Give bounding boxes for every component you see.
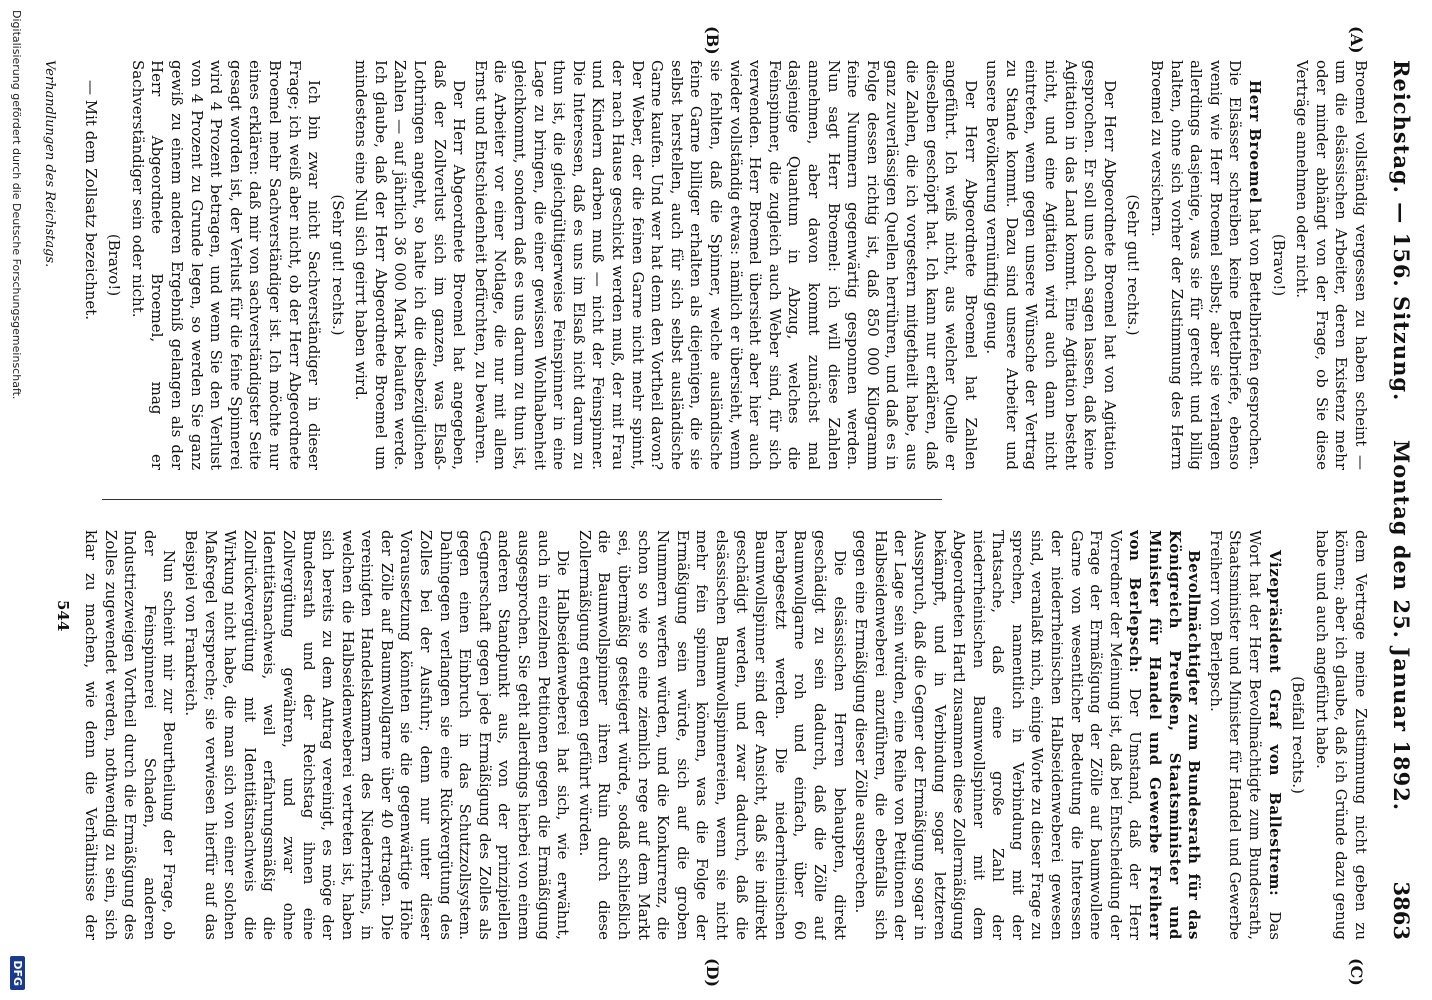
- speaker-name: Vizepräsident Graf von Ballestrem:: [1265, 550, 1284, 897]
- paragraph: [470, 60, 979, 470]
- speaker-name: Bevollmächtigter zum Bundesrath für das Königreich Preußen, Staatsminister und Minister für Handel und Gewerbe Freiherr von Berlepsch:: [1126, 530, 1204, 940]
- paragraph-text: Das Wort hat der Herr Bevollmächtigte zum Bundesrath, Staatsminister und Minister für Handel und Gewerbe Freiherr von Berlepsch.: [1206, 530, 1284, 940]
- paragraph-text: Der Herr Abgeordnete Broemel hat von Agitation gesprochen. Er soll uns doch sagen lassen, daß keine Agitation in das Land kommt. Eine Agitation besteht nicht, und eine Agitation wird auch dann nicht eintreten, wenn gegen unsere Wünsche der Vertrag zu Stande kommt. Dazu sind unsere Arbeiter und unsere Bevölkerung vernünftig genug.: [983, 60, 1119, 470]
- paragraph: [180, 530, 572, 940]
- paragraph: [1146, 60, 1264, 470]
- paragraph: [351, 60, 469, 470]
- paragraph: [127, 60, 323, 470]
- paragraph-text: — Mit dem Zollsatz bezeichnet.: [81, 80, 100, 321]
- paragraph: [851, 530, 1204, 940]
- digitization-credit: Digitalisierung gefördert durch die Deutsche Forschungsgemeinschaft.: [10, 10, 23, 400]
- paragraph-text: Ich bin zwar nicht Sachverständiger in dieser Frage; ich weiß aber nicht, ob der Herr Abgeordnete Broemel mehr Sachverständiger ist. Ich möchte nur eines erklären: daß mir von sachverständigster Seite gesagt worden ist, der Verlust für die feine Spinnerei wird 4 Prozent betragen, und wenn Sie den Verlust von 4 Prozent zu Grunde legen, so werden Sie ganz gewiß zu einem anderen Ergebniß gelangen als der Herr Abgeordnete Broemel, mag er Sachverständiger sein oder nicht.: [128, 60, 324, 470]
- interjection-text: (Sehr gut! rechts.): [328, 194, 347, 336]
- margin-marker-d: (D): [703, 958, 722, 988]
- footer-note: Verhandlungen des Reichstags.: [42, 60, 57, 268]
- interjection-text: (Beifall rechts.): [1289, 676, 1308, 794]
- left-text-column: [80, 60, 1370, 470]
- interjection: [327, 60, 347, 470]
- header-date: Montag den 25. Januar 1892.: [1389, 440, 1414, 812]
- interjection-text: (Sehr gut! rechts.): [1124, 194, 1143, 336]
- paragraph: [80, 60, 100, 470]
- paragraph-text: dem Vertrage meine Zustimmung nicht geben zu können; aber ich glaube, daß ich Gründe dazu genug habe und auch angeführt habe.: [1312, 530, 1370, 940]
- running-header: [1382, 60, 1414, 940]
- paragraph-text: Der Herr Abgeordnete Broemel hat angegeben, daß der Zollverlust sich im ganzen, was Elsaß-Lothringen angeht, so halte ich die diesbezüglichen Zahlen — auf jährlich 36 000 Mark belaufen werde. Ich glaube, daß der Herr Abgeordnete Broemel um mindestens eine Null sich geirrt haben wird.: [352, 60, 469, 470]
- paragraph-text: Broemel vollständig vergessen zu haben scheint — um die elsässischen Arbeiter, deren Existenz mehr oder minder abhängt von der Frage, ob Sie diese Verträge annehmen oder nicht.: [1293, 60, 1370, 470]
- margin-marker-b: (B): [703, 26, 722, 55]
- paragraph: [982, 60, 1119, 470]
- interjection: [104, 60, 124, 470]
- margin-marker-a: (A): [1347, 26, 1366, 54]
- paragraph: [574, 530, 848, 940]
- paragraph: [1311, 530, 1370, 940]
- footer-page-number: 544: [54, 600, 72, 632]
- right-text-column: [80, 530, 1370, 940]
- header-page-number: 3863: [1389, 881, 1414, 940]
- interjection-text: (Bravo!): [1269, 233, 1288, 297]
- interjection: [1288, 530, 1308, 940]
- interjection: [1123, 60, 1143, 470]
- paragraph-text: Die elsässischen Herren behaupten, direkt geschädigt zu sein dadurch, daß die Zölle auf Baumwollgarne roh und einfach, über 60 herabgesetzt werden. Die niederrheinischen Baumwollspinner sind der Ansicht, daß sie indirekt geschädigt werden, und zwar dadurch, daß die elsässischen Baumwollspinnereien, wenn sie nicht mehr fein spinnen können, was die Folge der Ermäßigung sein würde, sich auf die groben Nummern werfen würden, und die Konkurrenz, die schon so wie so eine ziemlich rege auf dem Markt sei, übermäßig gesteigert würde, sodaß schließlich die Baumwollspinner ihren Ruin durch diese Zollermäßigung entgegen geführt würden.: [575, 530, 849, 940]
- scanner-credit-strip: [0, 0, 27, 1000]
- paragraph-text: hat von Bettelbriefen gesprochen. Die Elsässer schreiben keine Bettelbriefe, ebenso wenig wie Herr Broemel selbst; aber sie verlangen allerdings dasjenige, was sie für gerecht und billig halten, ohne sich vorher der Zustimmung des Herrn Broemel zu versichern.: [1148, 60, 1265, 470]
- interjection: [1268, 60, 1288, 470]
- speaker-name: Herr Broemel: [1246, 80, 1265, 204]
- paragraph-text: Der Umstand, daß der Herr Vorredner der Meinung ist, daß bei Entscheidung der Frage der Ermäßigung der Zölle auf baumwollene Garne von wesentlicher Bedeutung die Interessen der niederrheinischen Halbseidenweberei gewesen sind, veranlaßt mich, einige Worte zu dieser Frage zu sprechen, namentlich in Verbindung mit der Thatsache, daß eine große Zahl der niederrheinischen Baumwollspinner mit dem Abgeordneten Hartl zusammen diese Zollermäßigung bekämpft, und in Verbindung sogar letzteren Ausspruch, daß die Gegner der Ermäßigung sogar in der Lage sein würden, eine Reihe von Petitionen der Halbseidenweberei anzuführen, die ebenfalls sich gegen eine Ermäßigung dieser Zölle aussprechen.: [852, 530, 1145, 940]
- margin-marker-c: (C): [1347, 958, 1366, 986]
- paragraph: [1205, 530, 1283, 940]
- dfg-logo: DFG: [10, 956, 25, 990]
- paragraph: [1292, 60, 1370, 470]
- paragraph-text: Die Halbseidenweberei hat sich, wie erwähnt, auch in einzelnen Petitionen gegen die Ermäßigung ausgesprochen. Sie geht allerdings hierbei von einem anderen Standpunkt aus, von der prinzipiellen Gegnerschaft gegen jede Ermäßigung des Zolles als gegen einen Einbruch in das Schutzzollsystem. Dahingegen verlangen sie eine Rückvergütung des Zolles bei der Ausfuhr; denn nur unter dieser Voraussetzung könnten sie die gegenwärtige Höhe der Zölle auf Baumwollgarne über 40 ertragen. Die vereinigten Handelskammern des Niederrheins, in welchen die Halbseidenweberei vertreten ist, haben sich bereits zu dem Antrag vereinigt, es möge der Bundesrath und der Reichstag ihnen eine Zollvergütung gewähren, und zwar ohne Identitätsnachweis, weil erfahrungsmäßig die Zollrückvergütung mit Identitätsnachweis die Wirkung nicht habe, die man sich von einer solchen Maßregel verspreche; sie verwiesen hierfür auf das Beispiel von Frankreich.: [181, 530, 573, 940]
- header-session: Reichstag. — 156. Sitzung.: [1389, 60, 1414, 402]
- column-divider: [102, 499, 942, 500]
- paragraph-text: Nun scheint mir zur Beurtheilung der Frage, ob der Feinspinnerei Schaden, anderen Industriezweigen Vortheil durch die Ermäßigung des Zolles zugewendet werden, nothwendig zu sein, sich klar zu machen, wie denn die Verhältnisse der: [82, 530, 179, 940]
- paragraph: [80, 530, 178, 940]
- interjection-text: (Bravo!): [105, 233, 124, 297]
- paragraph-text: Der Herr Abgeordnete Broemel hat Zahlen angeführt. Ich weiß nicht, aus welcher Quelle er dieselben geschöpft hat. Ich kann nur erklären, daß die Zahlen, die ich vorgestern mitgetheilt habe, aus ganz zuverlässigen Quellen herrühren, und daß es in Folge dessen richtig ist, daß 850 000 Kilogramm feine Nummern gegenwärtig gesponnen werden. Nun sagt Herr Broemel: ich will diese Zahlen annehmen, aber davon kommt zunächst mal dasjenige Quantum in Abzug, welches die Feinspinner, die zugleich auch Weber sind, für sich verwenden. Herr Broemel übersieht aber hier auch wieder vollständig etwas: nämlich er übersieht, wenn sie fehlten, daß die Spinner, welche ausländische feine Garne billiger erhalten als diejenigen, die sie selbst herstellen, auch für sich selbst ausländische Garne kaufen. Und wer hat denn den Vortheil davon? Der Weber, der die feinen Garne nicht mehr spinnt, der nach Hause geschickt werden muß, der mit Frau und Kindern darben muß — nicht der Feinspinner. Die Interessen, daß es uns im Elsaß nicht darum zu thun ist, die gleichgültigerweise Feinspinner in eine Lage zu bringen, die einer gewissen Wohlhabenheit gleichkommt, sondern daß es uns darum zu thun ist, die Arbeiter vor einer Notlage, die nur mit allem Ernst und Entschiedenheit befürchten, zu bewahren.: [471, 60, 980, 470]
